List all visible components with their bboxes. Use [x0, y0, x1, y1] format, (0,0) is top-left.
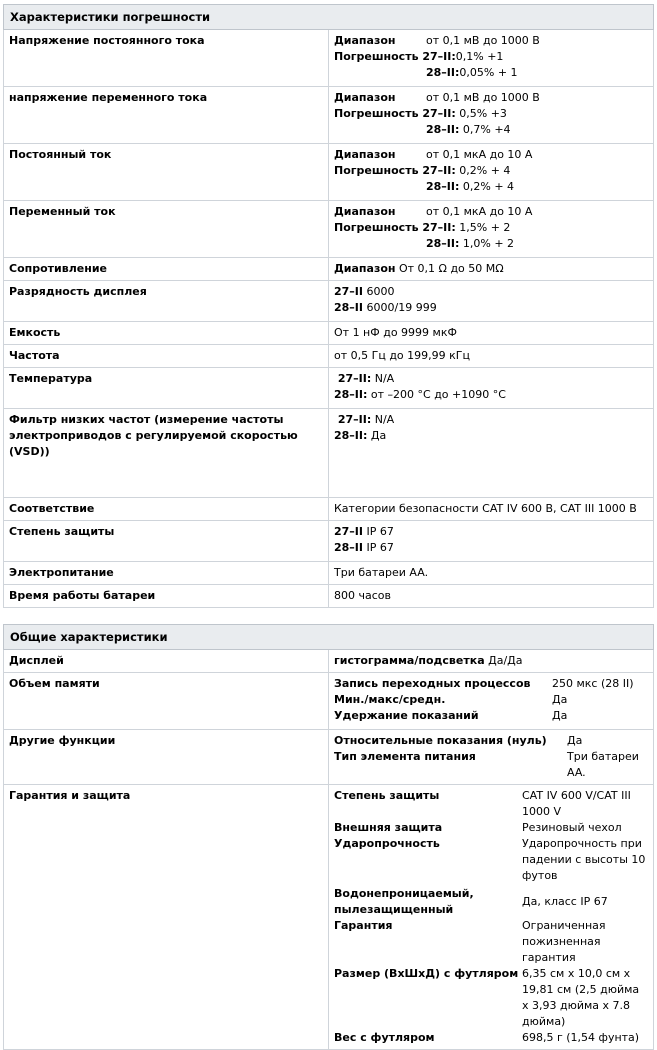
row-label: Электропитание	[4, 562, 329, 585]
accuracy-line: 28–II:0,05% + 1	[426, 66, 518, 79]
item-value: 6,35 см x 10,0 см x 19,81 см (2,5 дюйма x 3,93 дюйма x 7.8 дюйма)	[522, 967, 640, 1028]
item-value: Да, класс IP 67	[522, 895, 608, 908]
row-label: Емкость	[4, 322, 329, 345]
value-line: гистограмма/подсветка Да/Да	[334, 654, 523, 667]
general-section-title: Общие характеристики	[4, 625, 654, 650]
range-line: Диапазон от 0,1 мкА до 10 А	[334, 205, 533, 218]
table-row	[4, 322, 654, 345]
row-value	[329, 322, 654, 345]
row-label: Фильтр низких частот (измерение частоты электроприводов с регулируемой скоростью (VSD))	[4, 409, 329, 498]
table-row	[4, 498, 654, 521]
row-label: Постоянный ток	[4, 144, 329, 201]
model-line: 27–II 6000	[334, 285, 395, 298]
row-value	[329, 144, 654, 201]
value-line: Три батареи AA.	[334, 566, 429, 579]
item-key: Гарантия	[334, 919, 393, 932]
row-value	[329, 650, 654, 673]
row-label: Напряжение постоянного тока	[4, 30, 329, 87]
row-value	[329, 730, 654, 785]
row-label: Соответствие	[4, 498, 329, 521]
value-line: Категории безопасности CAT IV 600 В, CAT III 1000 В	[334, 502, 637, 515]
model-line: 28–II: Да	[334, 429, 387, 442]
accuracy-header-row	[4, 5, 654, 30]
item-value: Резиновый чехол	[522, 821, 622, 834]
item-value: Да	[552, 709, 568, 722]
row-value	[329, 281, 654, 322]
row-value	[329, 345, 654, 368]
row-label: Температура	[4, 368, 329, 409]
item-key: Внешняя защита	[334, 821, 443, 834]
accuracy-line: 28–II: 0,2% + 4	[426, 180, 515, 193]
row-value	[329, 368, 654, 409]
item-key: Мин./макс/средн.	[334, 693, 446, 706]
row-value	[329, 30, 654, 87]
row-label: напряжение переменного тока	[4, 87, 329, 144]
row-label: Разрядность дисплея	[4, 281, 329, 322]
other-grid	[334, 733, 648, 781]
row-value	[329, 258, 654, 281]
accuracy-line: Погрешность 27–II:0,1% +1	[334, 50, 504, 63]
warranty-grid	[334, 788, 648, 1046]
table-row	[4, 281, 654, 322]
row-value	[329, 87, 654, 144]
table-row	[4, 368, 654, 409]
table-row	[4, 730, 654, 785]
item-key: Размер (ВxШxД) с футляром	[334, 967, 519, 980]
item-key: Ударопрочность	[334, 837, 440, 850]
row-value	[329, 562, 654, 585]
item-key: Удержание показаний	[334, 709, 479, 722]
row-label: Переменный ток	[4, 201, 329, 258]
model-line: 28–II 6000/19 999	[334, 301, 437, 314]
item-key: Вес с футляром	[334, 1031, 435, 1044]
model-line: 28–II: от –200 °C до +1090 °C	[334, 388, 506, 401]
range-line: Диапазон от 0,1 мВ до 1000 В	[334, 91, 540, 104]
table-row	[4, 650, 654, 673]
table-row	[4, 144, 654, 201]
table-row	[4, 673, 654, 730]
item-key: Относительные показания (нуль)	[334, 734, 547, 747]
item-value: Да	[567, 734, 583, 747]
item-key: Запись переходных процессов	[334, 677, 531, 690]
item-key: Водонепроницаемый, пылезащищенный	[334, 887, 474, 916]
table-row	[4, 785, 654, 1050]
row-value	[329, 498, 654, 521]
row-value	[329, 585, 654, 608]
row-label: Частота	[4, 345, 329, 368]
table-row	[4, 409, 654, 498]
row-value	[329, 409, 654, 498]
row-value	[329, 785, 654, 1050]
range-line: Диапазон от 0,1 мВ до 1000 В	[334, 34, 540, 47]
item-value: Ограниченная пожизненная гарантия	[522, 919, 606, 964]
row-label: Объем памяти	[4, 673, 329, 730]
accuracy-line: 28–II: 1,0% + 2	[426, 237, 515, 250]
accuracy-line: Погрешность 27–II: 1,5% + 2	[334, 221, 511, 234]
row-label: Дисплей	[4, 650, 329, 673]
row-value	[329, 673, 654, 730]
general-table	[3, 624, 654, 1050]
memory-grid	[334, 676, 648, 724]
range-line: Диапазон От 0,1 Ω до 50 MΩ	[334, 262, 504, 275]
general-header-row	[4, 625, 654, 650]
row-label: Сопротивление	[4, 258, 329, 281]
range-line: Диапазон от 0,1 мкА до 10 А	[334, 148, 533, 161]
spec-page	[3, 4, 654, 1050]
row-value	[329, 521, 654, 562]
table-row	[4, 201, 654, 258]
row-value	[329, 201, 654, 258]
accuracy-line: 28–II: 0,7% +4	[426, 123, 511, 136]
table-row	[4, 30, 654, 87]
accuracy-line: Погрешность 27–II: 0,5% +3	[334, 107, 507, 120]
accuracy-table	[3, 4, 654, 608]
accuracy-line: Погрешность 27–II: 0,2% + 4	[334, 164, 511, 177]
item-value: Три батареи AA.	[567, 750, 639, 779]
item-key: Степень защиты	[334, 789, 440, 802]
table-row	[4, 345, 654, 368]
item-value: 250 мкс (28 II)	[552, 677, 634, 690]
item-value: CAT IV 600 V/CAT III 1000 V	[522, 789, 631, 818]
item-value: Да	[552, 693, 568, 706]
model-line: 27–II: N/A	[334, 372, 395, 385]
row-label: Степень защиты	[4, 521, 329, 562]
table-row	[4, 258, 654, 281]
table-row	[4, 562, 654, 585]
table-row	[4, 521, 654, 562]
model-line: 27–II: N/A	[334, 413, 395, 426]
item-key: Тип элемента питания	[334, 750, 476, 763]
model-line: 27–II IP 67	[334, 525, 394, 538]
table-row	[4, 87, 654, 144]
item-value: 698,5 г (1,54 фунта)	[522, 1031, 640, 1044]
value-line: 800 часов	[334, 589, 391, 602]
item-value: Ударопрочность при падении с высоты 10 футов	[522, 837, 646, 882]
model-line: 28–II IP 67	[334, 541, 394, 554]
value-line: От 1 нФ до 9999 мкФ	[334, 326, 457, 339]
accuracy-section-title: Характеристики погрешности	[4, 5, 654, 30]
row-label: Время работы батареи	[4, 585, 329, 608]
table-row	[4, 585, 654, 608]
value-line: от 0,5 Гц до 199,99 кГц	[334, 349, 470, 362]
row-label: Другие функции	[4, 730, 329, 785]
row-label: Гарантия и защита	[4, 785, 329, 1050]
